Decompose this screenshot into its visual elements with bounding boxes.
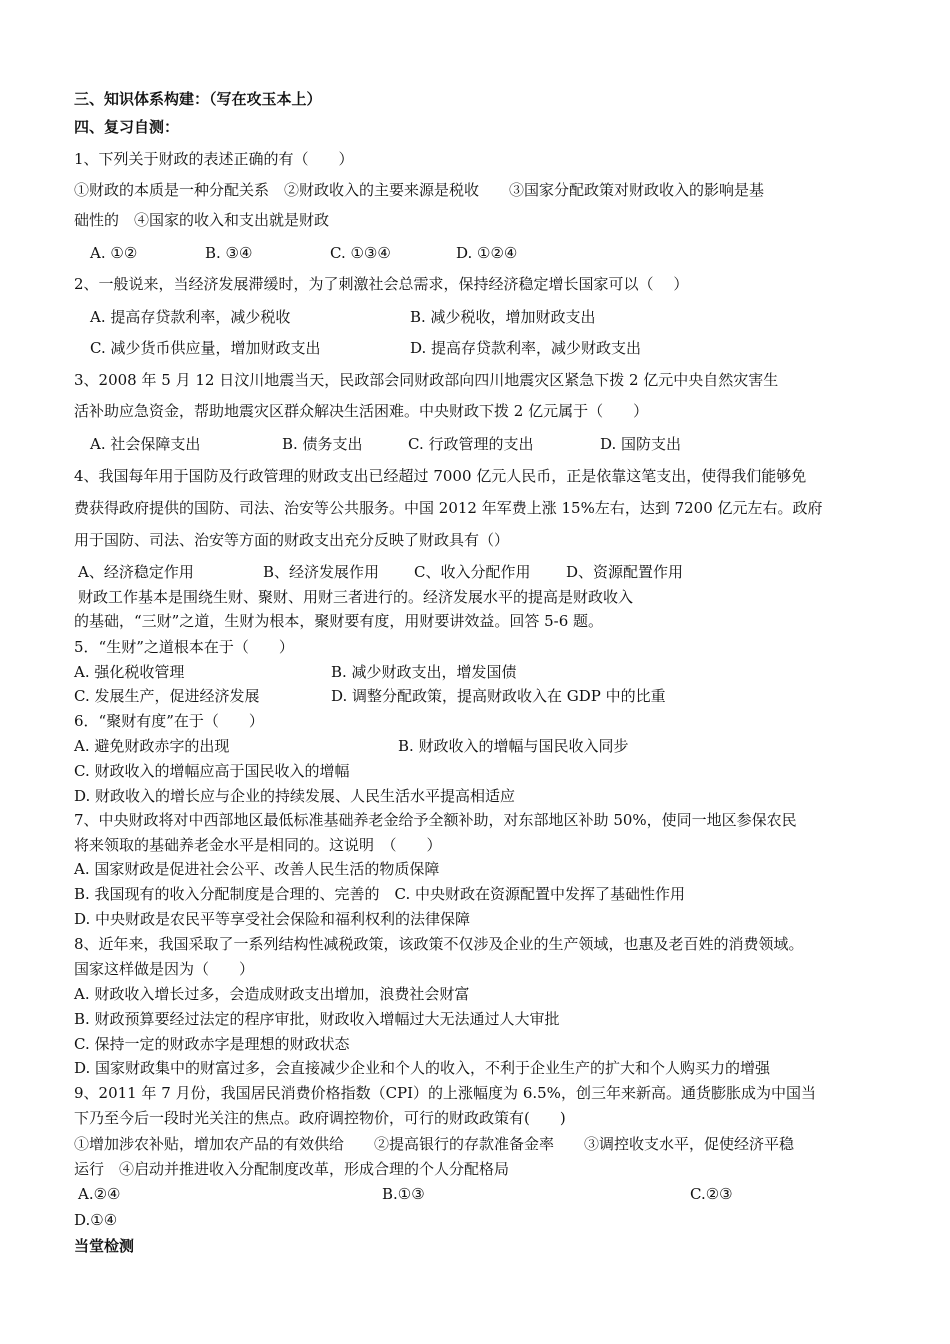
q4-option-b: B、经济发展作用 [263, 563, 380, 581]
q9-option-d: D.①④ [74, 1211, 118, 1229]
q4-option-a: A、经济稳定作用 [78, 563, 194, 581]
q9-option-c: C.②③ [690, 1185, 733, 1203]
q5-6-intro-line-1: 财政工作基本是围绕生财、聚财、用财三者进行的。经济发展水平的提高是财政收入 [78, 588, 634, 606]
q9-statements-line-1: ①增加涉农补贴，增加农产品的有效供给 ②提高银行的存款准备金率 ③调控收支水平，促使经济平稳 [74, 1135, 795, 1153]
q1-option-d: D. ①②④ [456, 244, 518, 262]
q6-option-b: B. 财政收入的增幅与国民收入同步 [398, 737, 629, 755]
q7-stem-line-1: 7、中央财政将对中西部地区最低标准基础养老金给予全额补助，对东部地区补助 50%，使同一地区参保农民 [74, 811, 797, 829]
q5-6-intro-line-2: 的基础，“三财”之道，生财为根本，聚财要有度，用财要讲效益。回答 5-6 题。 [74, 612, 604, 630]
q8-option-d: D. 国家财政集中的财富过多，会直接减少企业和个人的收入，不利于企业生产的扩大和个人购买力的增强 [74, 1059, 771, 1077]
section-heading-self-test: 四、复习自测： [74, 118, 180, 136]
q8-option-b: B. 财政预算要经过法定的程序审批，财政收入增幅过大无法通过人大审批 [74, 1010, 560, 1028]
q3-stem-line-2: 活补助应急资金，帮助地震灾区群众解决生活困难。中央财政下拨 2 亿元属于（ ） [74, 402, 649, 420]
q2-option-d: D. 提高存贷款利率，减少财政支出 [410, 339, 642, 357]
q3-stem-line-1: 3、2008 年 5 月 12 日汶川地震当天，民政部会同财政部向四川地震灾区紧急下拨 2 亿元中央自然灾害生 [74, 371, 779, 389]
q1-stem: 1、下列关于财政的表述正确的有（ ） [74, 150, 354, 168]
q6-option-d: D. 财政收入的增长应与企业的持续发展、人民生活水平提高相适应 [74, 787, 516, 805]
q7-option-b-and-c: B. 我国现有的收入分配制度是合理的、完善的 C. 中央财政在资源配置中发挥了基础性作用 [74, 885, 686, 903]
q5-option-c: C. 发展生产，促进经济发展 [74, 687, 260, 705]
q1-statements-line-1: ①财政的本质是一种分配关系 ②财政收入的主要来源是税收 ③国家分配政策对财政收入的影响是基 [74, 181, 765, 199]
section-heading-class-check: 当堂检测 [74, 1237, 135, 1255]
q9-option-b: B.①③ [382, 1185, 425, 1203]
q2-option-a: A. 提高存贷款利率，减少税收 [90, 308, 291, 326]
q3-option-a: A. 社会保障支出 [90, 435, 201, 453]
q5-stem: 5．“生财”之道根本在于（ ） [74, 638, 294, 656]
q3-option-d: D. 国防支出 [600, 435, 682, 453]
q7-option-a: A. 国家财政是促进社会公平、改善人民生活的物质保障 [74, 860, 440, 878]
q5-option-b: B. 减少财政支出，增发国债 [331, 663, 517, 681]
q8-option-c: C. 保持一定的财政赤字是理想的财政状态 [74, 1035, 350, 1053]
q4-stem-line-3: 用于国防、司法、治安等方面的财政支出充分反映了财政具有（） [74, 531, 510, 549]
q5-option-d: D. 调整分配政策，提高财政收入在 GDP 中的比重 [331, 687, 666, 705]
q4-option-d: D、资源配置作用 [566, 563, 684, 581]
q7-stem-line-2: 将来领取的基础养老金水平是相同的。这说明 （ ） [74, 836, 442, 854]
q5-option-a: A. 强化税收管理 [74, 663, 185, 681]
q9-stem-line-1: 9、2011 年 7 月份，我国居民消费价格指数（CPI）的上涨幅度为 6.5%，创三年来新高。通货膨胀成为中国当 [74, 1084, 816, 1102]
q4-stem-line-2: 费获得政府提供的国防、司法、治安等公共服务。中国 2012 年军费上涨 15%左右，达到 7200 亿元左右。政府 [74, 499, 823, 517]
q6-option-c: C. 财政收入的增幅应高于国民收入的增幅 [74, 762, 350, 780]
q2-option-b: B. 减少税收，增加财政支出 [410, 308, 596, 326]
q3-option-b: B. 债务支出 [282, 435, 363, 453]
q8-stem-line-1: 8、近年来，我国采取了一系列结构性减税政策，该政策不仅涉及企业的生产领域，也惠及老百姓的消费领域。 [74, 935, 804, 953]
q7-option-d: D. 中央财政是农民平等享受社会保险和福利权利的法律保障 [74, 910, 471, 928]
q1-option-a: A. ①② [90, 244, 138, 262]
q1-option-c: C. ①③④ [330, 244, 391, 262]
q6-option-a: A. 避免财政赤字的出现 [74, 737, 230, 755]
q2-option-c: C. 减少货币供应量，增加财政支出 [90, 339, 321, 357]
q4-stem-line-1: 4、我国每年用于国防及行政管理的财政支出已经超过 7000 亿元人民币，正是依靠这笔支出，使得我们能够免 [74, 467, 807, 485]
q9-option-a: A.②④ [78, 1185, 121, 1203]
q3-option-c: C. 行政管理的支出 [408, 435, 534, 453]
q1-option-b: B. ③④ [205, 244, 253, 262]
q9-statements-line-2: 运行 ④启动并推进收入分配制度改革，形成合理的个人分配格局 [74, 1160, 510, 1178]
q8-stem-line-2: 国家这样做是因为（ ） [74, 960, 255, 978]
q1-statements-line-2: 础性的 ④国家的收入和支出就是财政 [74, 211, 330, 229]
section-heading-knowledge-system: 三、知识体系构建：（写在攻玉本上） [74, 90, 322, 108]
q4-option-c: C、收入分配作用 [414, 563, 531, 581]
q9-stem-line-2: 下乃至今后一段时光关注的焦点。政府调控物价，可行的财政政策有( ) [74, 1109, 566, 1127]
q8-option-a: A. 财政收入增长过多，会造成财政支出增加，浪费社会财富 [74, 985, 470, 1003]
q2-stem: 2、一般说来，当经济发展滞缓时，为了刺激社会总需求，保持经济稳定增长国家可以（ ） [74, 275, 689, 293]
q6-stem: 6．“聚财有度”在于（ ） [74, 712, 264, 730]
